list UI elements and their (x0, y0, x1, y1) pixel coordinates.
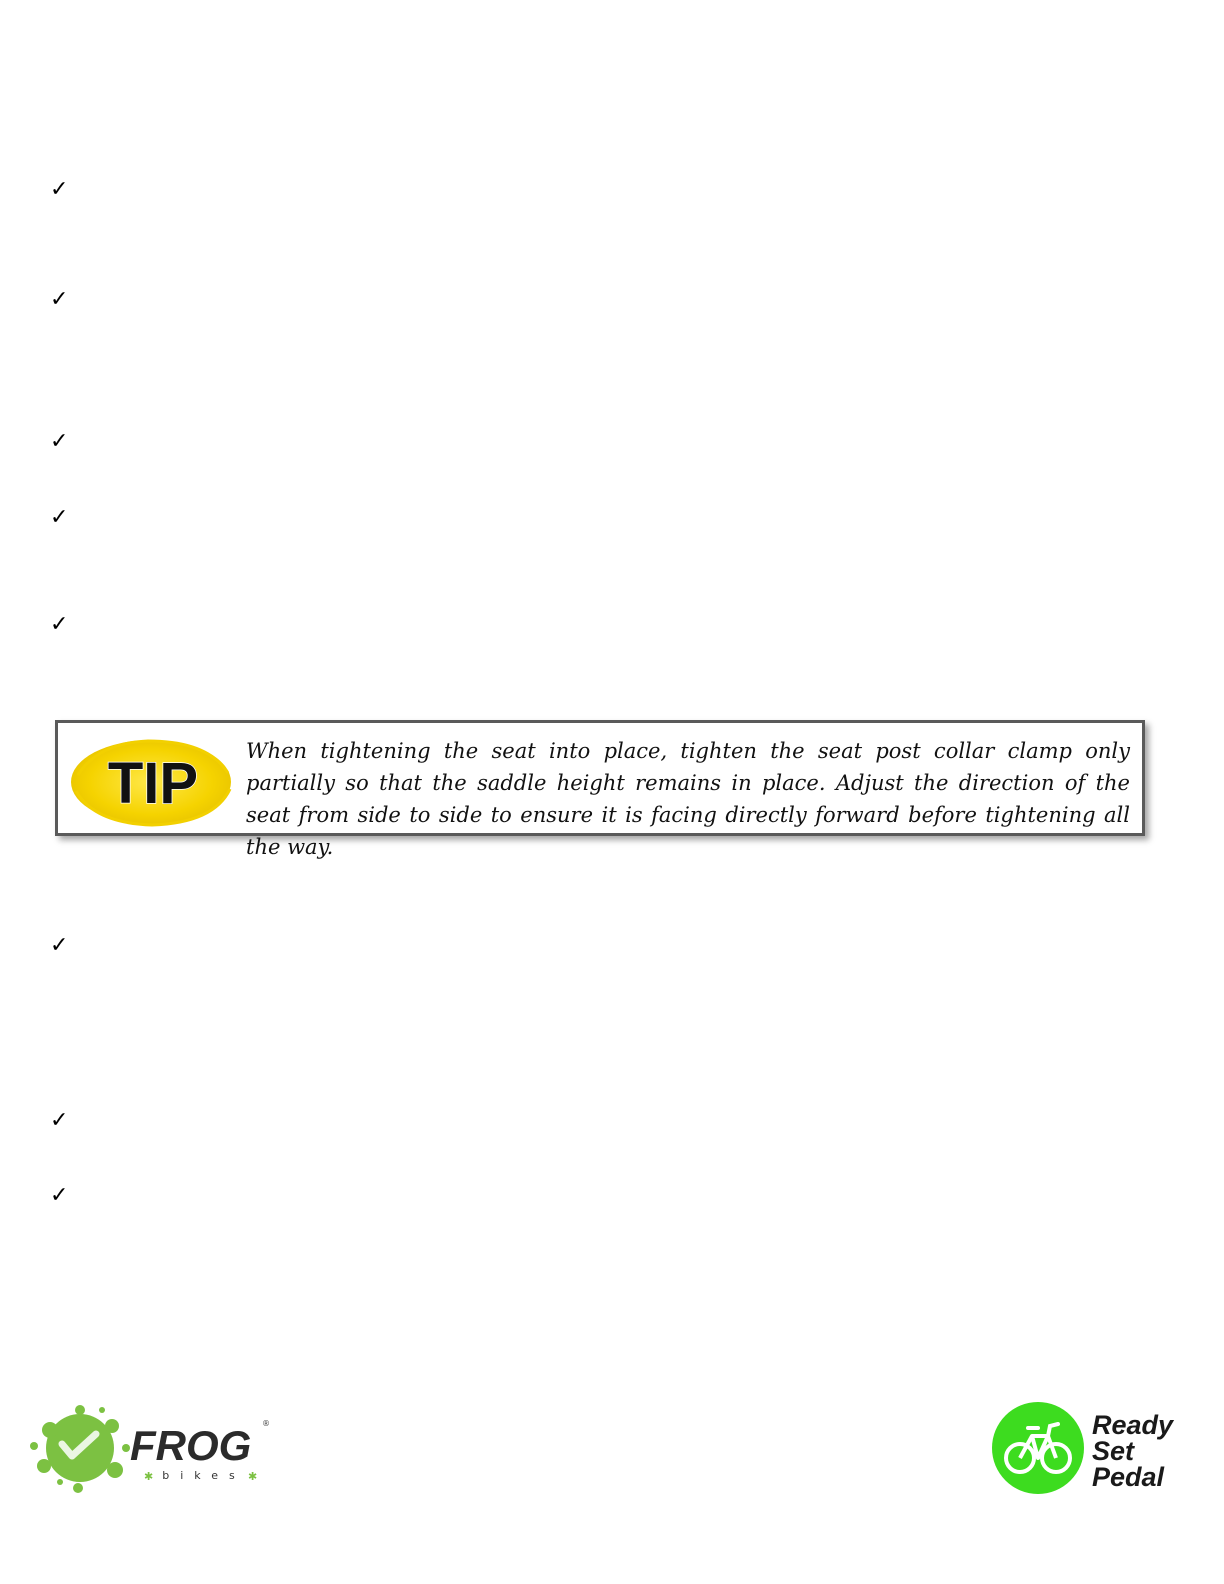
ready-set-pedal-logo (990, 1400, 1190, 1500)
frog-splash-icon (30, 1405, 130, 1493)
frog-tagline: bikes (162, 1469, 246, 1482)
star-icon: ✱ (248, 1470, 258, 1483)
tip-callout (55, 720, 1145, 859)
bicycle-circle-icon (992, 1402, 1084, 1494)
checkmark-icon: ✓ (50, 429, 69, 454)
tip-text: When tightening the seat into place, tighten the seat post collar clamp only partially so that the saddle height remains in place. Adjust the direction of the seat from side to side to ensure it is facing directly forward before tightening all the way. (246, 739, 1130, 859)
checkmark-icon: ✓ (50, 177, 69, 202)
registered-mark: ® (262, 1419, 270, 1428)
frog-wordmark: FROG (130, 1422, 252, 1469)
rsp-line-ready: Ready (1092, 1410, 1174, 1440)
checkmark-icon: ✓ (50, 505, 69, 530)
frog-bikes-logo (20, 1400, 270, 1495)
checkmark-icon: ✓ (50, 1183, 69, 1208)
tip-splash-icon (68, 735, 234, 827)
checkmark-icon: ✓ (50, 1108, 69, 1133)
checkmark-icon: ✓ (50, 612, 69, 637)
star-icon: ✱ (144, 1470, 154, 1483)
rsp-line-set: Set (1092, 1436, 1135, 1466)
tip-badge-label: TIP (107, 751, 199, 816)
checkmark-icon: ✓ (50, 933, 69, 958)
checkmark-icon: ✓ (50, 287, 69, 312)
rsp-line-pedal: Pedal (1092, 1462, 1165, 1492)
